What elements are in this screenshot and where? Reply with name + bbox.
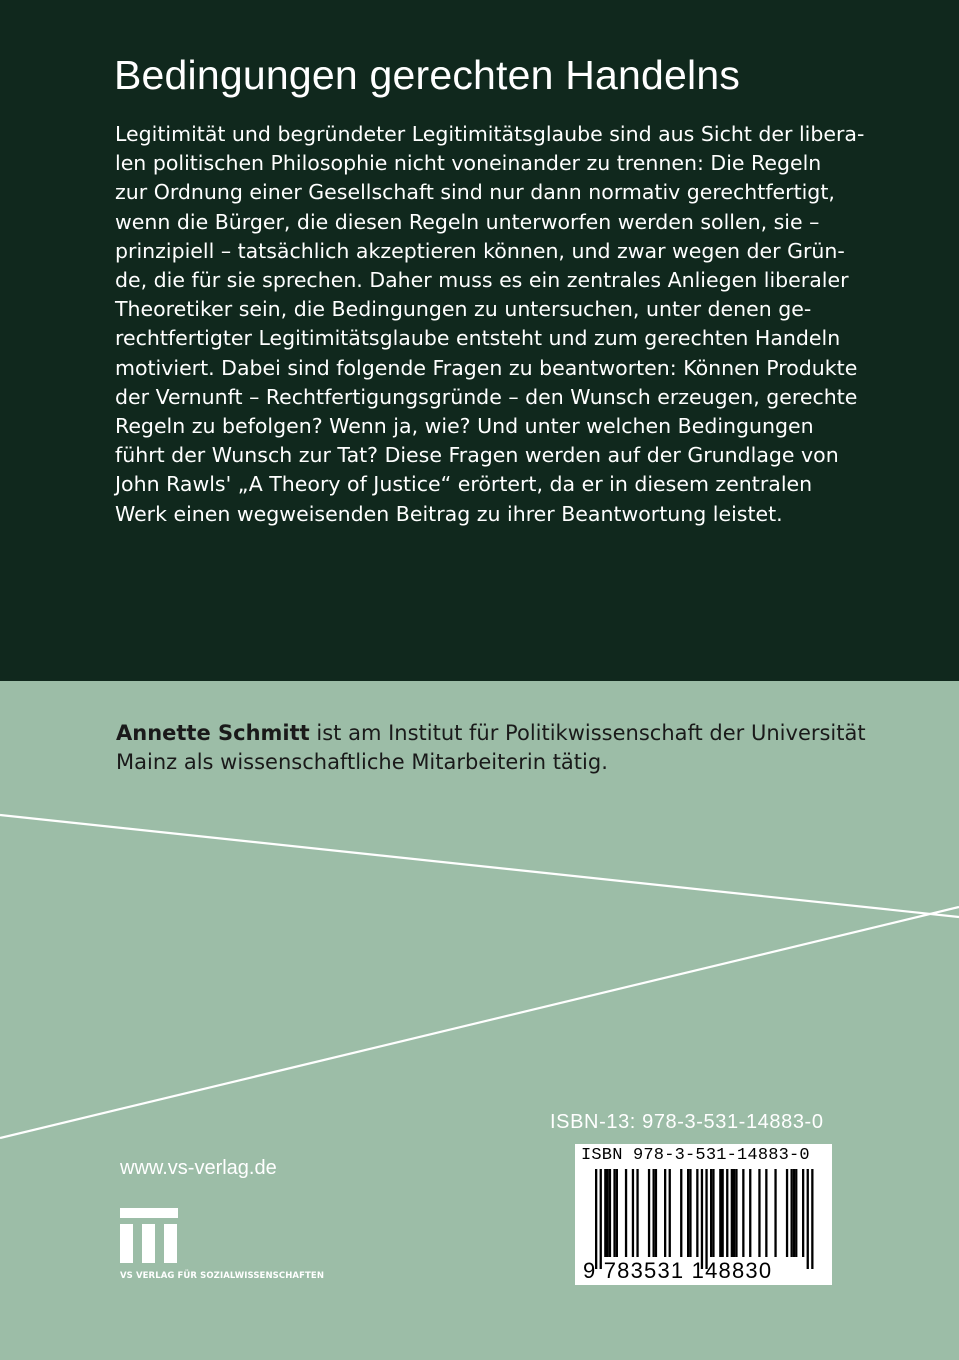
barcode-bar — [705, 1169, 707, 1269]
barcode-bar — [758, 1169, 760, 1257]
barcode-bar — [669, 1169, 671, 1257]
barcode-bar — [613, 1169, 615, 1257]
barcode-bar — [595, 1169, 597, 1269]
barcode-bar — [616, 1169, 618, 1257]
publisher-website: www.vs-verlag.de — [120, 1157, 277, 1179]
barcode-bar — [625, 1169, 627, 1257]
blurb-line: zur Ordnung einer Gesellschaft sind nur dann normativ gerechtfertigt, — [115, 180, 835, 205]
blurb-line: führt der Wunsch zur Tat? Diese Fragen werden auf der Grundlage von — [115, 443, 839, 468]
blurb-line: Werk einen wegweisenden Beitrag zu ihrer Beantwortung leistet. — [115, 501, 783, 526]
blurb-line: wenn die Bürger, die diesen Regeln unterworfen werden sollen, sie – — [115, 209, 820, 234]
author-name: Annette Schmitt — [116, 721, 310, 745]
barcode-bar — [680, 1169, 682, 1257]
blurb-line: motiviert. Dabei sind folgende Fragen zu beantworten: Können Produkte — [115, 355, 858, 380]
blurb-line: Theoretiker sein, die Bedingungen zu untersuchen, unter denen ge- — [115, 297, 812, 322]
barcode-bar — [774, 1169, 776, 1257]
barcode-bar — [749, 1169, 751, 1257]
diagonal-line-upper — [0, 815, 959, 917]
publisher-name: VS VERLAG FÜR SOZIALWISSENSCHAFTEN — [120, 1271, 325, 1281]
barcode-bar — [807, 1169, 809, 1269]
blurb-line: Legitimität und begründeter Legitimitätsglaube sind aus Sicht der libera- — [115, 122, 865, 146]
isbn-barcode — [575, 1144, 832, 1285]
publisher-logo-icon — [120, 1208, 182, 1263]
blurb-line: der Vernunft – Rechtfertigungsgründe – den Wunsch erzeugen, gerechte — [115, 384, 858, 409]
barcode-bar — [648, 1169, 650, 1257]
barcode-bar — [689, 1169, 691, 1257]
barcode-bar — [719, 1169, 721, 1257]
isbn-label: ISBN-13: 978-3-531-14883-0 — [550, 1111, 824, 1133]
barcode-bar — [636, 1169, 638, 1257]
barcode-isbn-text: ISBN 978-3-531-14883-0 — [581, 1146, 810, 1165]
blurb-line: prinzipiell – tatsächlich akzeptieren können, und zwar wegen der Grün- — [115, 238, 845, 263]
barcode-bar — [733, 1169, 735, 1257]
barcode-bar — [664, 1169, 666, 1257]
barcode-bar — [696, 1169, 698, 1257]
barcode-bar — [710, 1169, 712, 1257]
author-bio-line-2: Mainz als wissenschaftliche Mitarbeiterin tätig. — [116, 750, 608, 774]
barcode-bar — [604, 1169, 606, 1257]
author-bio-line-1 — [116, 719, 876, 748]
diagonal-line-lower — [0, 907, 959, 1138]
barcode-bar — [811, 1169, 813, 1269]
barcode-bar — [600, 1169, 602, 1269]
blurb-line: John Rawls' „A Theory of Justice“ erörtert, da er in diesem zentralen — [115, 472, 813, 497]
barcode-bar — [786, 1169, 788, 1257]
barcode-bar — [609, 1169, 611, 1257]
barcode-bar — [802, 1169, 804, 1257]
barcode-bar — [735, 1169, 737, 1257]
barcode-bar — [791, 1169, 793, 1257]
barcode-bar — [726, 1169, 728, 1257]
book-blurb — [115, 120, 865, 529]
barcode-bar — [793, 1169, 795, 1257]
barcode-bar — [701, 1169, 703, 1269]
barcode-bar — [632, 1169, 634, 1257]
barcode-bar — [722, 1169, 724, 1257]
book-title: Bedingungen gerechten Handelns — [114, 52, 741, 98]
barcode-bar — [687, 1169, 689, 1257]
barcode-bar — [712, 1169, 714, 1257]
barcode-digits: 9 783531 148830 — [583, 1258, 773, 1283]
blurb-line: rechtfertigter Legitimitätsglaube entsteht und zum gerechten Handeln — [115, 326, 841, 351]
author-bio — [116, 719, 876, 777]
barcode-bar — [653, 1169, 655, 1257]
barcode-bar — [655, 1169, 657, 1257]
blurb-line: de, die für sie sprechen. Daher muss es ein zentrales Anliegen liberaler — [115, 268, 849, 293]
barcode-bar — [742, 1169, 744, 1257]
blurb-line: len politischen Philosophie nicht voneinander zu trennen: Die Regeln — [115, 151, 822, 176]
barcode-bar — [731, 1169, 733, 1257]
barcode-bar — [795, 1169, 797, 1257]
author-bio-text: ist am Institut für Politikwissenschaft der Universität — [309, 721, 866, 745]
barcode-bar — [765, 1169, 767, 1257]
blurb-line: Regeln zu befolgen? Wenn ja, wie? Und unter welchen Bedingungen — [115, 414, 814, 439]
barcode-bar — [607, 1169, 609, 1257]
